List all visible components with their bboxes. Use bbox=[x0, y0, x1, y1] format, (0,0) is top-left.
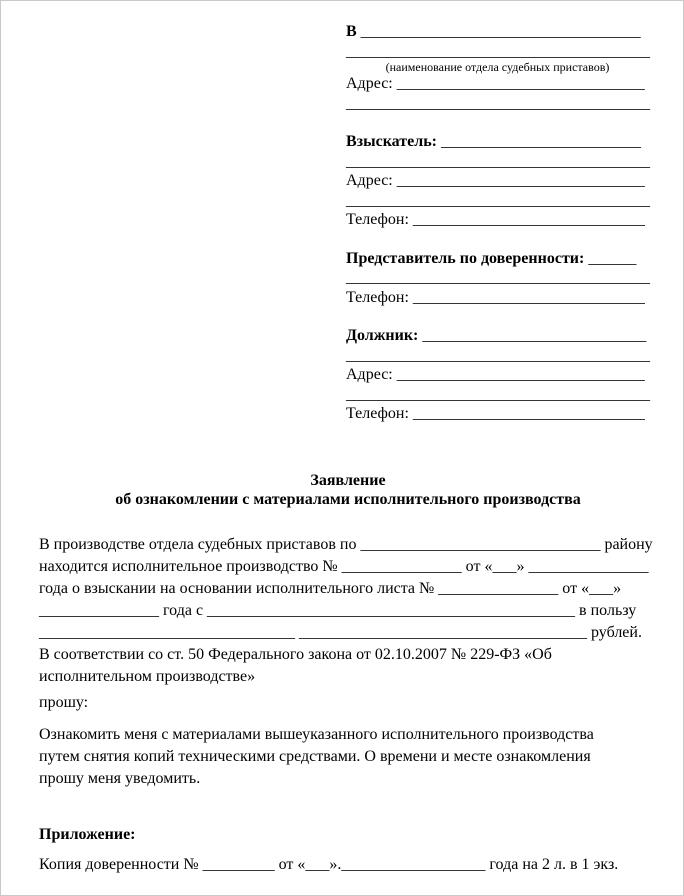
paragraph-line: находится исполнительное производство № _______________ от «___» _______________ bbox=[39, 557, 649, 575]
paragraph-line: Ознакомить меня с материалами вышеуказанного исполнительного производства bbox=[39, 725, 594, 743]
phone-fill: _____________________________ bbox=[412, 288, 645, 306]
representative-phone-line bbox=[346, 288, 649, 308]
paragraph-proceedings bbox=[39, 534, 657, 644]
recipient-line bbox=[346, 22, 649, 42]
claimant-address-continuation: ______________________________________ bbox=[346, 191, 650, 209]
paragraph-request bbox=[39, 724, 657, 790]
paragraph-line: года о взыскании на основании исполнительного листа № _______________ от «___» bbox=[39, 579, 622, 597]
phone-label: Телефон: bbox=[346, 211, 409, 228]
debtor-fill: ____________________________ bbox=[422, 327, 647, 344]
address-fill: _______________________________ bbox=[396, 75, 645, 92]
address-label: Адрес: bbox=[346, 172, 393, 189]
claimant-phone-line bbox=[346, 210, 649, 230]
claimant-continuation-line: ______________________________________ bbox=[346, 152, 650, 170]
phone-label: Телефон: bbox=[346, 405, 409, 422]
paragraph-line: ________________________________ ____________________________________ рублей. bbox=[39, 623, 642, 641]
title-line-1: Заявление bbox=[310, 471, 386, 489]
title-line-2: об ознакомлении с материалами исполнительного производства bbox=[115, 491, 581, 508]
debtor-address-continuation: ______________________________________ bbox=[346, 385, 650, 403]
claimant-line bbox=[346, 132, 649, 152]
paragraph-line: путем снятия копий техническими средствами. О времени и месте ознакомления bbox=[39, 747, 591, 765]
paragraph-line: В производстве отдела судебных приставов по ______________________________ району bbox=[39, 535, 653, 553]
address-label: Адрес: bbox=[346, 366, 393, 383]
parties-block bbox=[346, 22, 649, 424]
debtor-phone-line bbox=[346, 404, 649, 424]
paragraph-line: прошу меня уведомить. bbox=[39, 769, 201, 787]
address-label: Адрес: bbox=[346, 75, 393, 92]
phone-label: Телефон: bbox=[346, 288, 409, 306]
paragraph-line: исполнительном производстве» bbox=[39, 667, 256, 685]
document-title bbox=[39, 471, 657, 510]
recipient-block bbox=[346, 22, 649, 113]
recipient-address-line bbox=[346, 74, 649, 94]
attachment-heading: Приложение: bbox=[39, 825, 136, 843]
request-intro: прошу: bbox=[39, 693, 89, 711]
claimant-address-line bbox=[346, 171, 649, 191]
paragraph-line: В соответствии со ст. 50 Федерального закона от 02.10.2007 № 229-ФЗ «Об bbox=[39, 645, 552, 663]
address-fill: _______________________________ bbox=[396, 172, 645, 189]
representative-block bbox=[346, 249, 649, 308]
paragraph-legal-basis bbox=[39, 644, 657, 688]
debtor-continuation-line: ______________________________________ bbox=[346, 346, 650, 364]
representative-label: Представитель по доверенности: bbox=[346, 249, 585, 267]
claimant-label: Взыскатель: bbox=[346, 133, 437, 150]
recipient-label: В bbox=[346, 23, 357, 40]
debtor-line bbox=[346, 326, 649, 346]
recipient-address-continuation: ______________________________________ bbox=[346, 94, 650, 112]
claimant-block bbox=[346, 132, 649, 230]
document-body bbox=[39, 534, 657, 876]
debtor-address-line bbox=[346, 365, 649, 385]
representative-line bbox=[346, 249, 649, 269]
attachment-line: Копия доверенности № _________ от «___».__________________ года на 2 л. в 1 экз. bbox=[39, 855, 619, 873]
paragraph-line: _______________ года с ______________________________________________ в пользу bbox=[39, 601, 637, 619]
phone-fill: _____________________________ bbox=[412, 211, 645, 228]
representative-continuation-line: ______________________________________ bbox=[346, 269, 650, 286]
phone-fill: _____________________________ bbox=[412, 405, 645, 422]
claimant-fill: _________________________ bbox=[440, 133, 641, 150]
representative-fill: ______ bbox=[588, 249, 637, 267]
debtor-block bbox=[346, 326, 649, 424]
recipient-caption: (наименование отдела судебных приставов) bbox=[385, 60, 610, 74]
recipient-fill: ___________________________________ bbox=[360, 23, 641, 40]
recipient-continuation-line: ______________________________________ bbox=[346, 42, 650, 60]
address-fill: _______________________________ bbox=[396, 366, 645, 383]
debtor-label: Должник: bbox=[346, 327, 419, 344]
